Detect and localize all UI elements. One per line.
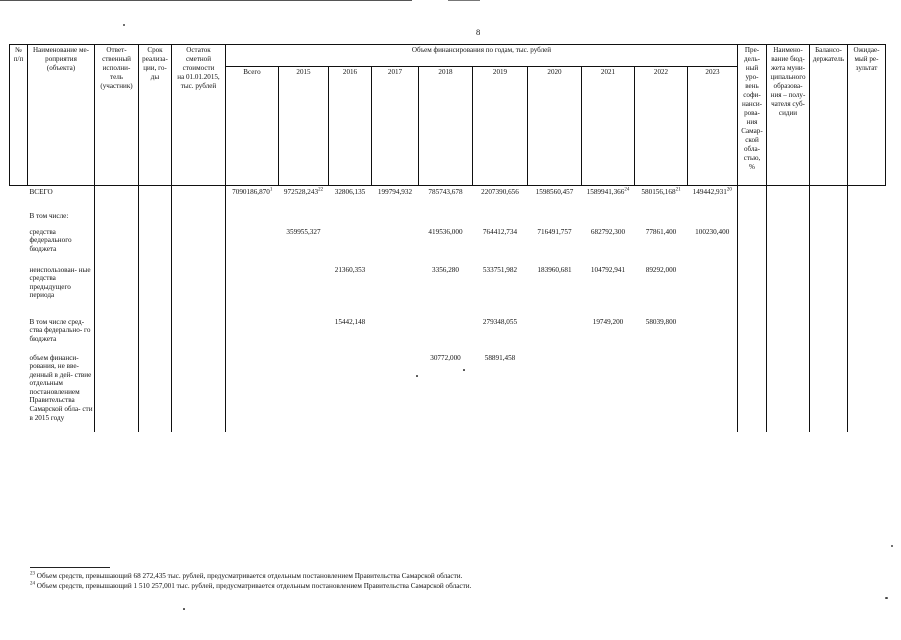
cell-year-2021 (582, 316, 635, 350)
cell-empty (95, 352, 139, 432)
table-row (10, 226, 886, 262)
col-header-num: № п/п (10, 45, 28, 186)
col-header-period: Срок реализа- ции, го- ды (139, 45, 172, 186)
cell-empty (848, 264, 886, 314)
cell-value: 104792,941 (590, 265, 626, 274)
cell-empty (848, 210, 886, 224)
col-header-year-2015: 2015 (279, 67, 329, 186)
cell-value: 1598560,457 (535, 188, 574, 196)
row-label: В том числе сред- ства федерально- го бюджета (29, 317, 91, 343)
cell-empty (172, 352, 226, 432)
cell-year-2022 (635, 210, 688, 224)
footnote-23-mark: 23 (30, 571, 35, 577)
cell-year-2017 (372, 226, 419, 262)
cell-empty (767, 226, 810, 262)
cell-total (226, 316, 279, 350)
table-row (10, 352, 886, 432)
footnote-rule (30, 567, 110, 568)
col-header-year-2017: 2017 (372, 67, 419, 186)
cell-year-2017 (372, 210, 419, 224)
cell-year-2016 (329, 210, 372, 224)
col-header-holder: Балансо- держатель (810, 45, 848, 186)
cell-value: 682792,300 (590, 227, 626, 236)
scan-speck (183, 608, 185, 610)
cell-value: 58891,458 (484, 353, 516, 362)
table-row (10, 264, 886, 314)
cell-empty (139, 352, 172, 432)
funding-table (9, 44, 886, 432)
cell-year-2019 (473, 352, 528, 432)
footnote-mark: 20 (726, 187, 732, 193)
col-header-year-2022: 2022 (635, 67, 688, 186)
cell-year-2015 (279, 226, 329, 262)
cell-year-2021 (582, 226, 635, 262)
cell-year-2023 (688, 186, 738, 208)
col-header-year-2016: 2016 (329, 67, 372, 186)
cell-year-2018 (419, 186, 473, 208)
cell-empty (738, 210, 767, 224)
cell-empty (767, 264, 810, 314)
cell-total (226, 226, 279, 262)
cell-value: 89292,000 (645, 265, 677, 274)
cell-year-2015 (279, 264, 329, 314)
cell-empty (10, 226, 28, 262)
cell-value: 972528,243 (283, 188, 319, 196)
cell-year-2022 (635, 186, 688, 208)
cell-year-2020 (528, 316, 582, 350)
col-header-executor: Ответ- ственный исполни- тель (участник) (95, 45, 139, 186)
cell-empty (810, 352, 848, 432)
scan-speck (123, 24, 125, 26)
cell-empty (767, 316, 810, 350)
cell-year-2022 (635, 226, 688, 262)
col-header-funding: Объем финансирования по годам, тыс. рублей (226, 45, 738, 67)
cell-year-2019 (473, 264, 528, 314)
col-header-limit: Пре- дель- ный уро- вень софи- нанси- рова- ния Самар- ской обла- стью, % (738, 45, 767, 186)
cell-value: 100230,400 (695, 227, 730, 236)
col-header-year-2023: 2023 (688, 67, 738, 186)
row-label: ВСЕГО (29, 188, 53, 196)
cell-year-2022 (635, 264, 688, 314)
footnote-mark: 1 (269, 187, 273, 193)
cell-year-2016 (329, 186, 372, 208)
cell-year-2019 (473, 316, 528, 350)
col-header-budget: Наимено- вание бюд- жета муни- ципального образова- ния – полу- чателя суб- сидии (767, 45, 810, 186)
cell-value: 279348,055 (482, 317, 518, 326)
cell-empty (767, 352, 810, 432)
cell-empty (139, 210, 172, 224)
col-header-year-2021: 2021 (582, 67, 635, 186)
cell-empty (95, 210, 139, 224)
col-header-remaining: Остаток сметной стоимости на 01.01.2015, тыс. рублей (172, 45, 226, 186)
cell-value: 15442,148 (334, 317, 366, 326)
cell-value: 580156,168 (641, 188, 676, 196)
cell-year-2022 (635, 316, 688, 350)
cell-value: 764412,734 (482, 227, 518, 236)
cell-year-2023 (688, 264, 738, 314)
footnote-mark: 21 (675, 187, 681, 193)
cell-empty (95, 186, 139, 208)
col-header-name: Наименование ме- роприятия (объекта) (28, 45, 95, 186)
cell-year-2020 (528, 210, 582, 224)
cell-empty (848, 186, 886, 208)
cell-year-2021 (582, 186, 635, 208)
cell-year-2022 (635, 352, 688, 432)
cell-year-2015 (279, 352, 329, 432)
cell-empty (139, 316, 172, 350)
cell-value: 199794,932 (377, 188, 413, 196)
cell-empty (738, 352, 767, 432)
cell-total (226, 210, 279, 224)
cell-year-2020 (528, 226, 582, 262)
cell-value: 58039,800 (645, 317, 677, 326)
cell-empty (139, 264, 172, 314)
cell-empty (10, 210, 28, 224)
cell-year-2021 (582, 210, 635, 224)
cell-empty (810, 186, 848, 208)
cell-total (226, 264, 279, 314)
cell-year-2021 (582, 264, 635, 314)
cell-year-2017 (372, 352, 419, 432)
cell-year-2016 (329, 352, 372, 432)
cell-year-2016 (329, 316, 372, 350)
cell-year-2016 (329, 264, 372, 314)
cell-total (226, 186, 279, 208)
scan-speck (891, 545, 893, 547)
scan-speck (463, 369, 465, 371)
col-header-year-2018: 2018 (419, 67, 473, 186)
cell-value: 7090186,870 (232, 188, 270, 196)
row-label: объем финанси- рования, не вве- денный в дей- ствие отдельным постановлением Правительства Самарской обла- сти в 2015 году (29, 353, 93, 422)
top-border-line (0, 0, 412, 1)
cell-value: 716491,757 (537, 227, 572, 236)
cell-empty (95, 316, 139, 350)
cell-empty (95, 264, 139, 314)
cell-value: 21360,353 (334, 265, 366, 274)
cell-year-2020 (528, 352, 582, 432)
cell-total (226, 352, 279, 432)
cell-year-2018 (419, 226, 473, 262)
page-number: 8 (476, 27, 481, 37)
cell-empty (738, 186, 767, 208)
cell-year-2023 (688, 316, 738, 350)
cell-year-2016 (329, 226, 372, 262)
col-header-total: Всего (226, 67, 279, 186)
cell-empty (172, 210, 226, 224)
cell-year-2019 (473, 210, 528, 224)
cell-empty (172, 226, 226, 262)
cell-year-2020 (528, 264, 582, 314)
cell-empty (172, 186, 226, 208)
cell-value: 1589941,366 (586, 188, 625, 196)
cell-value: 30772,000 (430, 353, 461, 362)
cell-empty (10, 316, 28, 350)
cell-year-2023 (688, 210, 738, 224)
footnote-24-mark: 24 (30, 581, 35, 587)
cell-empty (848, 352, 886, 432)
cell-year-2015 (279, 210, 329, 224)
cell-empty (10, 264, 28, 314)
cell-empty (810, 210, 848, 224)
table-row (10, 186, 886, 208)
cell-value: 533751,982 (482, 265, 518, 274)
cell-empty (767, 210, 810, 224)
cell-year-2017 (372, 264, 419, 314)
cell-year-2021 (582, 352, 635, 432)
cell-year-2018 (419, 316, 473, 350)
cell-value: 359955,327 (286, 227, 321, 236)
footnote-mark: 22 (318, 187, 324, 193)
cell-value: 419536,000 (428, 227, 463, 236)
cell-year-2015 (279, 186, 329, 208)
cell-empty (738, 226, 767, 262)
cell-year-2017 (372, 186, 419, 208)
cell-empty (139, 186, 172, 208)
cell-year-2018 (419, 264, 473, 314)
row-label: средства федерального бюджета (29, 227, 72, 253)
cell-empty (848, 226, 886, 262)
cell-empty (139, 226, 172, 262)
col-header-result: Ожидае- мый ре- зультат (848, 45, 886, 186)
cell-value: 149442,931 (692, 188, 727, 196)
cell-year-2017 (372, 316, 419, 350)
cell-empty (738, 316, 767, 350)
cell-year-2020 (528, 186, 582, 208)
cell-value: 2207390,656 (481, 188, 519, 196)
cell-year-2023 (688, 226, 738, 262)
cell-value: 3356,280 (432, 265, 459, 274)
cell-empty (810, 264, 848, 314)
cell-year-2023 (688, 352, 738, 432)
cell-empty (738, 264, 767, 314)
cell-value: 785743,678 (428, 188, 463, 196)
cell-value: 32806,135 (334, 188, 366, 196)
cell-empty (767, 186, 810, 208)
cell-year-2019 (473, 186, 528, 208)
cell-value: 19749,200 (592, 317, 624, 326)
table-row (10, 210, 886, 224)
scan-speck (416, 375, 418, 377)
cell-empty (172, 264, 226, 314)
cell-value: 183960,681 (537, 265, 572, 274)
col-header-year-2020: 2020 (528, 67, 582, 186)
top-mark-line (448, 0, 480, 1)
scan-speck (885, 597, 888, 599)
footnote-24 (30, 582, 471, 590)
cell-year-2015 (279, 316, 329, 350)
row-label: неиспользован- ные средства предыдущего периода (29, 265, 91, 300)
cell-year-2019 (473, 226, 528, 262)
col-header-year-2019: 2019 (473, 67, 528, 186)
cell-empty (810, 316, 848, 350)
cell-empty (95, 226, 139, 262)
cell-value: 77861,400 (645, 227, 677, 236)
cell-empty (172, 316, 226, 350)
cell-empty (810, 226, 848, 262)
footnote-23-text: Объем средств, превышающий 68 272,435 тыс. рублей, предусматривается отдельным постановлением Правительства Самарской области. (36, 572, 463, 580)
footnote-24-text: Объем средств, превышающий 1 510 257,001 тыс. рублей, предусматривается отдельным постановлением Правительства Самарской области. (36, 582, 472, 590)
cell-empty (10, 186, 28, 208)
cell-year-2018 (419, 210, 473, 224)
cell-empty (848, 316, 886, 350)
row-label: В том числе: (29, 211, 69, 220)
footnote-23 (30, 572, 462, 580)
footnote-mark: 24 (624, 187, 630, 193)
table-row (10, 316, 886, 350)
cell-year-2018 (419, 352, 473, 432)
cell-empty (10, 352, 28, 432)
